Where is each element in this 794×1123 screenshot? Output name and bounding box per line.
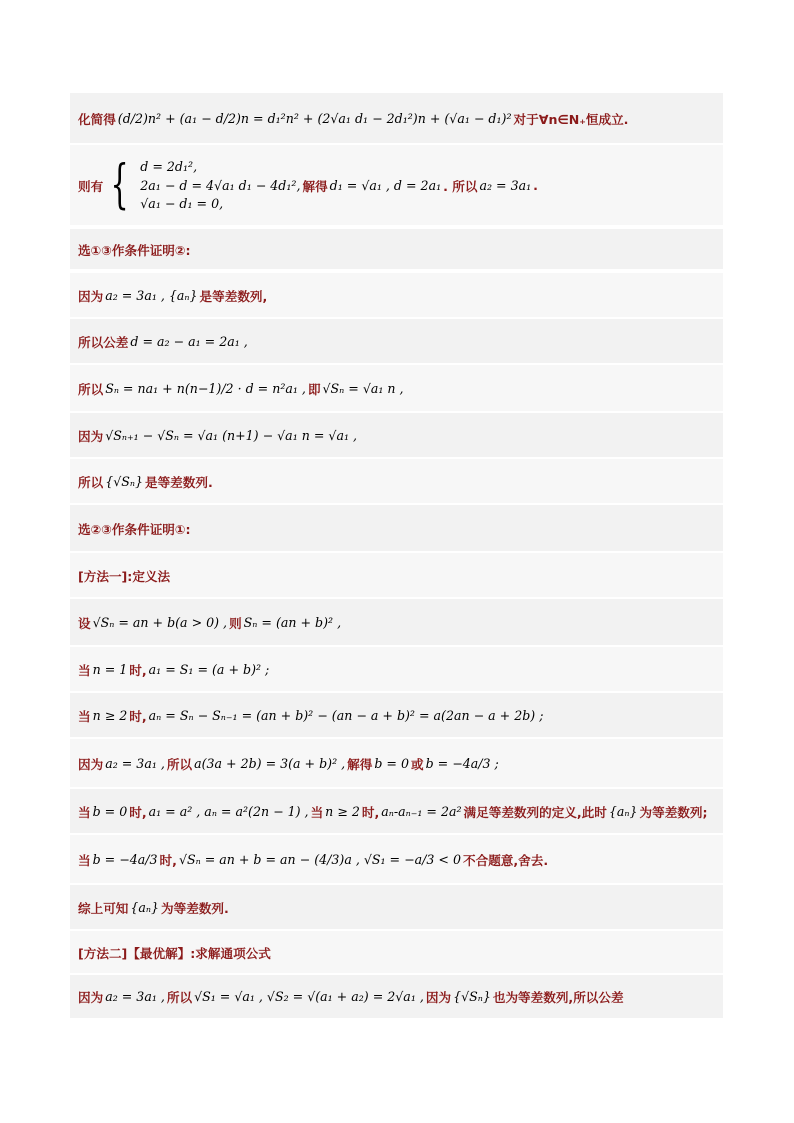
section-heading-1 [70,229,723,269]
text: 当 [78,804,91,820]
heading-text: [方法二]【最优解】:求解通项公式 [78,945,271,961]
method-heading-1 [70,553,723,597]
text: . [533,177,538,193]
text: 设 [78,615,91,631]
text: 则 [229,615,242,631]
line [70,885,723,929]
formula: aₙ-aₙ₋₁ = 2a² [381,803,462,819]
text: 所以 [78,381,104,397]
text: 则有 [78,178,104,194]
text: 时, [129,708,147,724]
text: 当 [78,708,91,724]
document-page [70,93,723,1018]
line [70,413,723,457]
formula: aₙ = Sₙ − Sₙ₋₁ = (an + b)² − (an − a + b)² = a(2an − a + 2b) ; [148,707,544,723]
text: 综上可知 [78,900,129,916]
text: 不合题意,舍去. [463,852,549,868]
text: . 所以 [443,178,478,194]
line [70,835,723,883]
line [70,319,723,363]
formula: a₂ = 3a₁ , [105,755,165,771]
text: 是等差数列. [144,474,213,490]
text: 所以 [166,990,193,1005]
heading-text: [方法一]:定义法 [78,568,171,584]
text: 时, [129,804,147,820]
formula: {aₙ} [130,899,160,915]
text: 对于∀n∈N₊恒成立. [513,111,629,127]
formula: a₁ = S₁ = (a + b)² ; [148,661,270,677]
line [70,739,723,787]
line [70,365,723,411]
line [70,647,723,691]
text: 为等差数列; [639,804,708,820]
formula: b = 0 [374,755,409,771]
text: 所以 [166,756,193,772]
formula: d = a₂ − a₁ = 2a₁ , [130,333,248,349]
text: 解得 [347,756,373,772]
text: 当 [78,662,91,678]
line-simplify [70,93,723,143]
formula: a₂ = 3a₁ , {aₙ} [105,287,198,303]
formula: a₂ = 3a₁ [479,177,532,193]
heading-text: 选②③作条件证明①: [78,521,191,537]
brace-symbol: { [110,155,129,215]
text: 因为 [78,990,104,1005]
line-system [70,145,723,225]
text: 时, [159,852,177,868]
text: 因为 [78,428,104,444]
formula: n ≥ 2 [325,803,360,819]
line [70,975,723,1018]
text: 满足等差数列的定义,此时 [463,804,607,820]
line [70,789,723,833]
formula: √Sₙ = √a₁ n , [322,380,404,396]
formula: Sₙ = (an + b)² , [243,614,342,630]
text: 或 [410,756,424,772]
text: 当 [78,852,91,868]
formula: n ≥ 2 [92,707,128,723]
formula: b = −4a/3 ; [425,755,499,771]
formula: √Sₙ = an + b = an − (4/3)a , √S₁ = −a/3 < 0 [178,851,461,867]
text: 因为 [78,288,104,304]
text: 化简得 [78,111,116,127]
text: 为等差数列. [161,900,229,916]
formula: b = 0 [92,803,128,819]
line [70,693,723,737]
text: 因为 [425,990,452,1005]
formula: √S₁ = √a₁ , √S₂ = √(a₁ + a₂) = 2√a₁ , [194,989,424,1004]
formula: a₂ = 3a₁ , [105,989,165,1004]
formula: √Sₙ = an + b(a > 0) , [92,614,228,630]
method-heading-2 [70,931,723,973]
system-line: √a₁ − d₁ = 0, [140,196,224,211]
system-line: d = 2d₁², [140,159,198,174]
formula: {√Sₙ} [105,473,143,489]
heading-text: 选①③作条件证明②: [78,242,191,258]
line [70,273,723,317]
text: 所以 [78,474,104,490]
text: 时, [361,804,380,820]
text: 当 [310,804,324,820]
formula: (d/2)n² + (a₁ − d/2)n = d₁²n² + (2√a₁ d₁ − 2d₁²)n + (√a₁ − d₁)² [117,110,512,126]
text: 是等差数列, [199,288,268,304]
formula: a₁ = a² , aₙ = a²(2n − 1) , [148,803,309,819]
formula: n = 1 [92,661,128,677]
formula: {√Sₙ} [453,989,491,1004]
line [70,459,723,503]
text: 所以公差 [78,334,129,350]
system-line: 2a₁ − d = 4√a₁ d₁ − 4d₁², [140,177,301,193]
text: 也为等差数列,所以公差 [492,990,624,1005]
formula: a(3a + 2b) = 3(a + b)² , [194,755,346,771]
text: 时, [129,662,147,678]
formula: Sₙ = na₁ + n(n−1)/2 · d = n²a₁ , [105,380,306,396]
line [70,599,723,645]
formula: d₁ = √a₁ , d = 2a₁ [329,177,442,193]
text: 即 [307,381,321,397]
formula: b = −4a/3 [92,851,158,867]
text: 因为 [78,756,104,772]
equation-system [103,155,302,215]
section-heading-2 [70,505,723,551]
formula: {aₙ} [608,803,638,819]
text: 解得 [302,178,328,194]
formula: √Sₙ₊₁ − √Sₙ = √a₁ (n+1) − √a₁ n = √a₁ , [105,427,358,443]
